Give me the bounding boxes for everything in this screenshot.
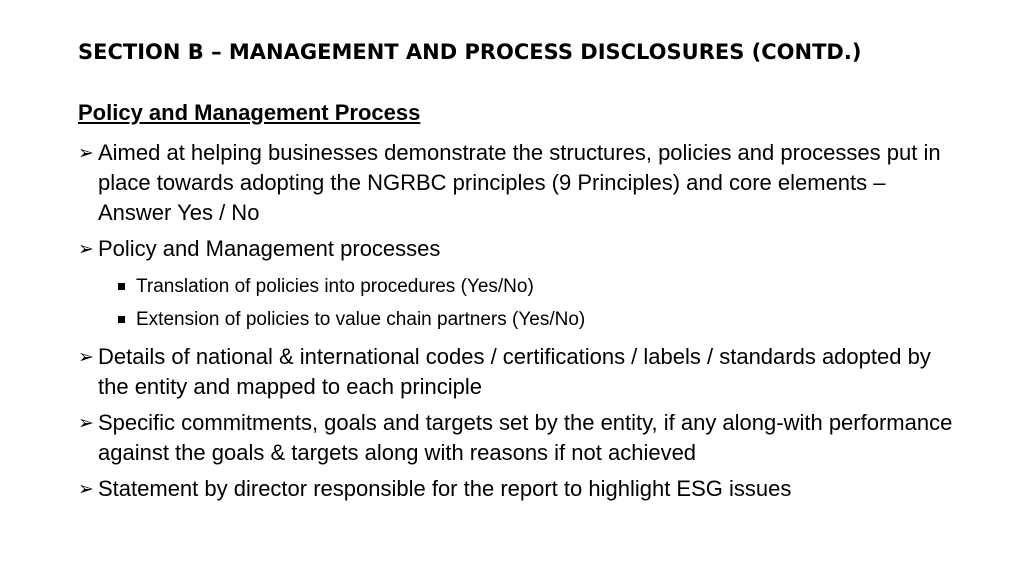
bullet-text: Details of national & international codes / certifications / labels / standards adopted by the entity and mapped to each principle <box>98 344 931 399</box>
arrowhead-bullet-icon: ➢ <box>78 412 94 434</box>
slide-title: SECTION B – MANAGEMENT AND PROCESS DISCLOSURES (CONTD.) <box>78 40 862 64</box>
sub-bullet-item <box>78 270 958 303</box>
bullet-text: Statement by director responsible for the report to highlight ESG issues <box>98 476 792 501</box>
section-subheading: Policy and Management Process <box>78 100 421 125</box>
bullet-item <box>78 234 958 264</box>
arrowhead-bullet-icon: ➢ <box>78 238 94 260</box>
bullet-item <box>78 408 958 468</box>
sub-bullet-text: Extension of policies to value chain partners (Yes/No) <box>136 309 586 330</box>
arrowhead-bullet-icon: ➢ <box>78 478 94 500</box>
sub-bullet-list <box>78 270 958 336</box>
bullet-item <box>78 474 958 504</box>
square-bullet-icon <box>118 316 125 323</box>
arrowhead-bullet-icon: ➢ <box>78 142 94 164</box>
bullet-text: Aimed at helping businesses demonstrate the structures, policies and processes put in place towards adopting the NGRBC principles (9 Principles) and core elements – Answer Yes / No <box>98 140 941 225</box>
arrowhead-bullet-icon: ➢ <box>78 346 94 368</box>
bullet-item <box>78 138 958 228</box>
sub-bullet-text: Translation of policies into procedures (Yes/No) <box>136 276 534 297</box>
bullet-item <box>78 342 958 402</box>
bullet-text: Specific commitments, goals and targets set by the entity, if any along-with performance against the goals & targets along with reasons if not achieved <box>98 410 953 465</box>
slide-content <box>78 98 958 510</box>
square-bullet-icon <box>118 283 125 290</box>
bullet-text: Policy and Management processes <box>98 236 441 261</box>
sub-bullet-item <box>78 303 958 336</box>
